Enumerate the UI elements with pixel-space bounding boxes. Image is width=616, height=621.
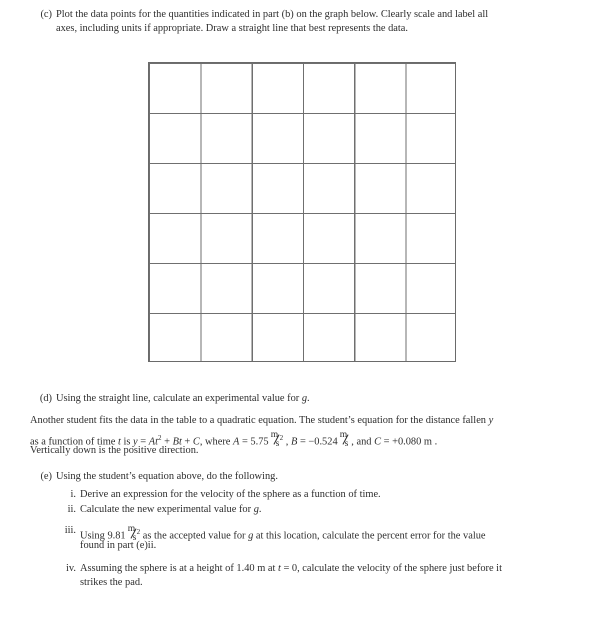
item-ii-text-a: Calculate the new experimental value for bbox=[80, 504, 254, 515]
equation-A: A bbox=[148, 436, 156, 448]
item-iii-g-symbol: g bbox=[248, 530, 254, 542]
part-e-item-i-text: Derive an expression for the velocity of the sphere as a function of time. bbox=[80, 488, 381, 500]
unit-denominator-s-b: s bbox=[344, 437, 349, 449]
equation-y: y bbox=[133, 436, 138, 448]
part-e-marker: (e) bbox=[40, 471, 52, 482]
part-d-period: . bbox=[307, 393, 310, 404]
item-iv-t-symbol: t bbox=[277, 563, 281, 574]
equation-t2: t bbox=[178, 436, 182, 448]
part-e-item-iv-text bbox=[80, 562, 605, 575]
coefficient-A-symbol: A bbox=[233, 436, 240, 448]
quad-t-symbol: t bbox=[118, 436, 121, 448]
quadratic-paragraph-line3: Vertically down is the positive direction. bbox=[30, 445, 199, 456]
unit-exponent-2-iii: 2 bbox=[136, 528, 141, 537]
item-iv-text-b: = 0, calculate the velocity of the sphere just before it bbox=[280, 563, 502, 574]
quad-y-symbol: y bbox=[488, 415, 494, 426]
coefficient-C-symbol: C bbox=[374, 436, 382, 448]
equation-plus2: + bbox=[181, 436, 193, 448]
item-ii-g-symbol: g bbox=[253, 504, 259, 515]
part-d-text bbox=[56, 392, 596, 405]
equation-plus1: + bbox=[161, 436, 173, 448]
item-iii-text-a: Using bbox=[80, 530, 108, 542]
item-iv-text-a: Assuming the sphere is at a height of 1.40 m at bbox=[80, 563, 278, 574]
coefficient-separator-1: , bbox=[283, 436, 291, 448]
equation-equals: = bbox=[137, 436, 149, 448]
part-e-item-iv-text-line2: strikes the pad. bbox=[80, 576, 143, 588]
part-e-item-iii-text-line2: found in part (e)ii. bbox=[80, 540, 157, 551]
part-c-marker: (c) bbox=[40, 9, 52, 20]
part-e-item-ii-text bbox=[80, 503, 600, 516]
item-ii-text-b: . bbox=[258, 504, 262, 515]
part-d-g-symbol: g bbox=[301, 393, 308, 404]
quad-line2-b: is bbox=[120, 436, 134, 448]
part-e-intro: Using the student’s equation above, do the following. bbox=[56, 471, 278, 482]
part-c-line1: Plot the data points for the quantities indicated in part (b) on the graph below. Clearly scale and label all bbox=[56, 9, 489, 20]
item-iii-text-b: as the accepted value for bbox=[140, 530, 249, 542]
grid-dash-mask-vertical bbox=[149, 63, 455, 361]
coefficient-B-symbol: B bbox=[290, 436, 298, 448]
part-e-item-iv-marker: iv. bbox=[65, 563, 76, 574]
unit-denominator-s-iii: s bbox=[132, 531, 137, 543]
quad-where: , where bbox=[199, 436, 234, 448]
coefficient-C-value: = +0.080 m bbox=[381, 436, 433, 448]
quad-line1-b: s equation for the distance fallen bbox=[350, 415, 489, 426]
unit-exponent-2: 2 bbox=[279, 434, 284, 443]
equation-C: C bbox=[192, 436, 200, 448]
item-iii-text-c: at this location, calculate the percent error for the value bbox=[253, 530, 486, 542]
unit-denominator-s: s bbox=[275, 437, 280, 449]
part-e-intro-a: Using the student bbox=[56, 471, 129, 482]
quad-line1-a: Another student fits the data in the table to a quadratic equation. The student bbox=[30, 415, 348, 426]
equation-B: B bbox=[172, 436, 179, 448]
grid-major-lines bbox=[149, 63, 455, 361]
part-c-line2: axes, including units if appropriate. Draw a straight line that best represents the data. bbox=[56, 22, 409, 34]
part-e-intro-b: s equation above, do the following. bbox=[131, 471, 278, 482]
part-d-marker: (d) bbox=[39, 393, 52, 404]
coefficient-separator-2: , and bbox=[348, 436, 375, 448]
coefficient-B-value: = −0.524 bbox=[297, 436, 341, 448]
part-e-item-iii-marker: iii. bbox=[64, 525, 76, 536]
blank-graph-grid[interactable] bbox=[148, 62, 456, 362]
equation-exponent: 2 bbox=[157, 434, 162, 443]
unit-numerator-m-iii: m bbox=[127, 523, 136, 534]
unit-numerator-m-b: m bbox=[339, 429, 348, 440]
part-d-sentence: Using the straight line, calculate an experimental value for bbox=[56, 393, 302, 404]
quadratic-paragraph-line1: Another student fits the data in the table to a quadratic equation. The student’s equation for the distance fallen y bbox=[30, 415, 494, 426]
unit-numerator-m: m bbox=[270, 429, 279, 440]
coefficient-C-end: . bbox=[432, 436, 438, 448]
part-e-item-ii-marker: ii. bbox=[67, 504, 76, 515]
item-iii-value: 9.81 bbox=[107, 530, 129, 542]
quad-line2-a: as a function of time bbox=[30, 436, 119, 448]
grid-dash-mask-horizontal bbox=[149, 63, 455, 361]
coefficient-A-value: = 5.75 bbox=[239, 436, 272, 448]
part-e-item-i-marker: i. bbox=[70, 488, 76, 500]
equation-t1: t bbox=[155, 436, 158, 448]
